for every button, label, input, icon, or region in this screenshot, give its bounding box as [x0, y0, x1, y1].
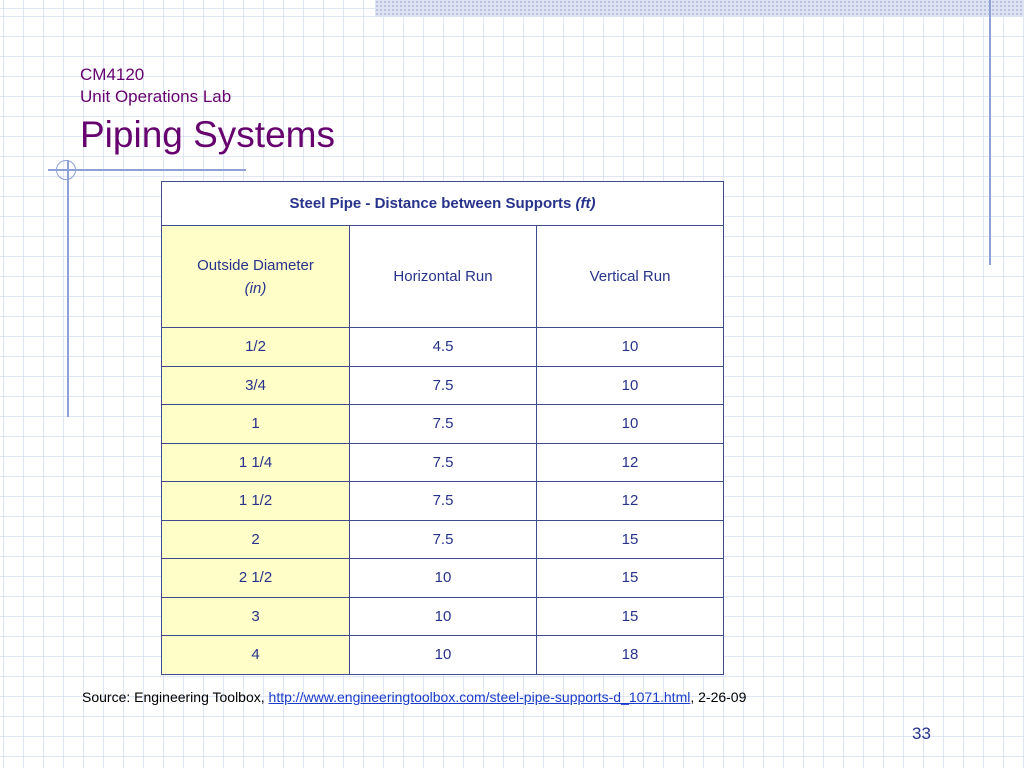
- header-horizontal-run: Horizontal Run: [350, 226, 537, 328]
- cell-vertical: 15: [537, 520, 724, 559]
- slide-title: Piping Systems: [80, 114, 335, 155]
- header-vertical-run: Vertical Run: [537, 226, 724, 328]
- cell-diameter: 3/4: [162, 366, 350, 405]
- source-prefix: Source: Engineering Toolbox,: [82, 689, 269, 705]
- cell-vertical: 15: [537, 597, 724, 636]
- cell-vertical: 15: [537, 559, 724, 598]
- page-number: 33: [912, 724, 931, 743]
- title-underline-rule: [48, 169, 246, 171]
- cell-horizontal: 7.5: [350, 443, 537, 482]
- cell-horizontal: 10: [350, 559, 537, 598]
- header-outside-diameter: [162, 226, 350, 328]
- cell-diameter: 3: [162, 597, 350, 636]
- cell-horizontal: 7.5: [350, 405, 537, 444]
- table-caption: [162, 182, 724, 226]
- cell-diameter: 1: [162, 405, 350, 444]
- cell-horizontal: 4.5: [350, 328, 537, 367]
- cell-diameter: 1 1/2: [162, 482, 350, 521]
- table-row: [162, 636, 724, 675]
- table-caption-unit: (ft): [575, 195, 596, 212]
- course-heading: [80, 64, 231, 108]
- cell-vertical: 12: [537, 482, 724, 521]
- cell-horizontal: 7.5: [350, 520, 537, 559]
- course-name: Unit Operations Lab: [80, 87, 232, 106]
- source-link[interactable]: http://www.engineeringtoolbox.com/steel-pipe-supports-d_1071.html: [268, 689, 691, 705]
- cell-horizontal: 7.5: [350, 366, 537, 405]
- cell-vertical: 12: [537, 443, 724, 482]
- table-caption-text: Steel Pipe - Distance between Supports: [289, 195, 572, 212]
- table-row: [162, 482, 724, 521]
- course-code: CM4120: [80, 65, 145, 84]
- cell-vertical: 10: [537, 366, 724, 405]
- cell-diameter: 4: [162, 636, 350, 675]
- header-outside-diameter-unit: (in): [244, 279, 267, 297]
- table-row: [162, 405, 724, 444]
- right-vertical-rule: [989, 0, 991, 265]
- table-row: [162, 520, 724, 559]
- cell-horizontal: 10: [350, 636, 537, 675]
- table-row: [162, 597, 724, 636]
- cell-vertical: 10: [537, 328, 724, 367]
- cell-vertical: 10: [537, 405, 724, 444]
- top-decorative-band: [375, 0, 1024, 17]
- cell-diameter: 2 1/2: [162, 559, 350, 598]
- table-row: [162, 366, 724, 405]
- table-row: [162, 559, 724, 598]
- cell-horizontal: 10: [350, 597, 537, 636]
- pipe-supports-table: [161, 181, 724, 675]
- source-suffix: , 2-26-09: [690, 689, 747, 705]
- cell-horizontal: 7.5: [350, 482, 537, 521]
- left-vertical-rule: [67, 160, 69, 417]
- source-citation: [82, 689, 746, 705]
- cell-diameter: 2: [162, 520, 350, 559]
- header-outside-diameter-label: Outside Diameter: [197, 256, 314, 274]
- table-row: [162, 328, 724, 367]
- cell-diameter: 1 1/4: [162, 443, 350, 482]
- cell-diameter: 1/2: [162, 328, 350, 367]
- table-row: [162, 443, 724, 482]
- cell-vertical: 18: [537, 636, 724, 675]
